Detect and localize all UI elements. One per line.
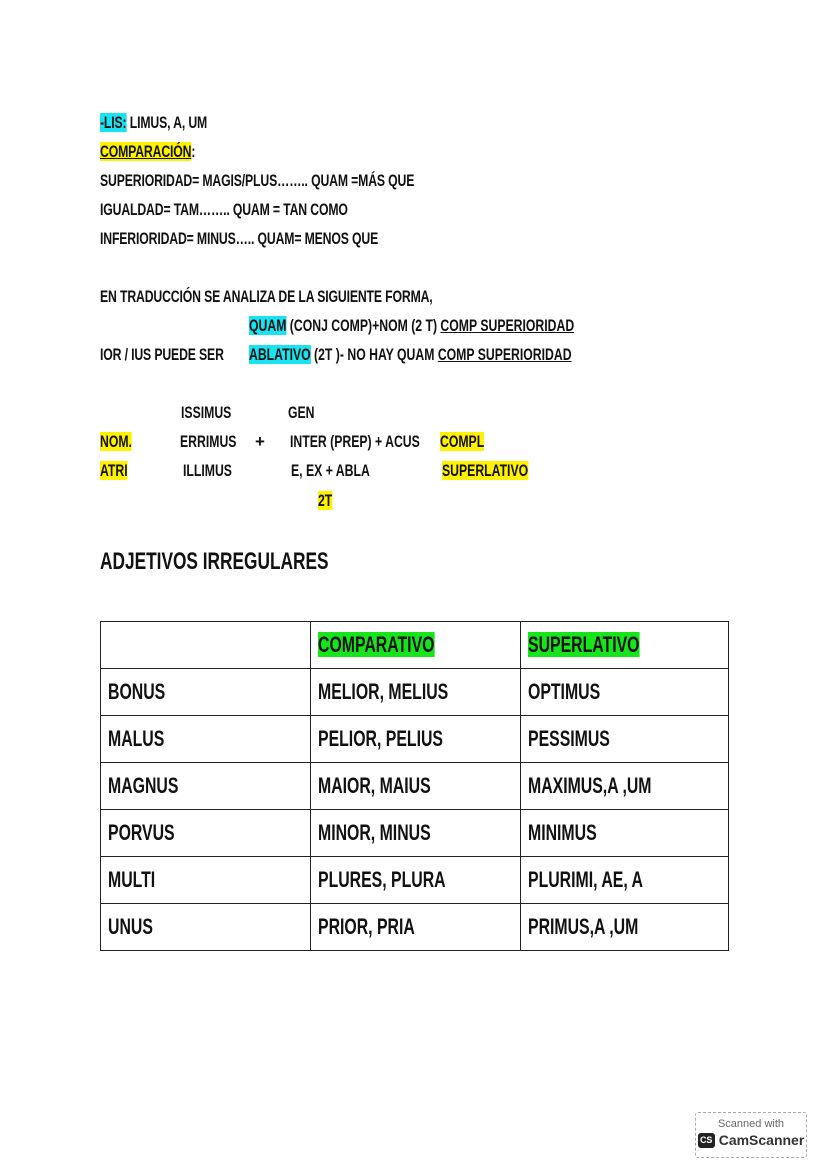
table-cell: OPTIMUS [521, 669, 729, 716]
traduccion-bold: TRADUCCIÓN [119, 287, 201, 306]
illimus: ILLIMUS [183, 461, 232, 480]
comparacion-colon: : [191, 142, 196, 161]
table-row [101, 669, 729, 716]
ablativo-highlight: ABLATIVO [249, 345, 311, 364]
comparacion-line [100, 142, 232, 162]
traduccion-line: EN TRADUCCIÓN SE ANALIZA DE LA SIGUIENTE FORMA, [100, 287, 433, 306]
inter-prep: INTER (PREP) + ACUS [290, 432, 420, 451]
table-cell: PLURIMI, AE, A [521, 857, 729, 904]
table-cell: MALUS [101, 716, 311, 763]
atri-label: ATRI [100, 461, 128, 480]
table-cell: MELIOR, MELIUS [311, 669, 521, 716]
table-cell: UNUS [101, 904, 311, 951]
table-cell: PORVUS [101, 810, 311, 857]
table-cell: MAXIMUS,A ,UM [521, 763, 729, 810]
gen: GEN [288, 403, 315, 422]
table-row [101, 763, 729, 810]
comp-superioridad-2: COMP SUPERIORIDAD [437, 345, 572, 364]
camscanner-logo-icon: CS [698, 1133, 715, 1148]
table-cell: BONUS [101, 669, 311, 716]
table-header-cell: COMPARATIVO [311, 622, 521, 669]
table-row [101, 904, 729, 951]
table-row [101, 716, 729, 763]
ior-ius-label: IOR / IUS PUEDE SER [100, 345, 224, 364]
table-header-cell [101, 622, 311, 669]
two-t-label: 2T [318, 491, 333, 510]
table-cell: MULTI [101, 857, 311, 904]
table-cell: MAGNUS [101, 763, 311, 810]
comparacion-label: COMPARACIÓN [100, 142, 192, 161]
comp-superioridad-1: COMP SUPERIORIDAD [440, 316, 575, 335]
table-header-cell: SUPERLATIVO [521, 622, 729, 669]
table-cell: MAIOR, MAIUS [311, 763, 521, 810]
section-heading: ADJETIVOS IRREGULARES [100, 548, 329, 575]
ablativo-line: ABLATIVO (2T )- NO HAY QUAM COMP SUPERIORIDAD [249, 345, 572, 364]
watermark-line1: Scanned with [717, 1118, 785, 1130]
inferioridad-line: INFERIORIDAD= MINUS….. QUAM= MENOS QUE [100, 229, 379, 248]
table-cell: MINIMUS [521, 810, 729, 857]
igualdad-line: IGUALDAD= TAM…….. QUAM = TAN COMO [100, 200, 348, 219]
table-cell: MINOR, MINUS [311, 810, 521, 857]
plus-sign: + [255, 432, 265, 451]
lis-line [100, 113, 249, 133]
quam-line: QUAM (CONJ COMP)+NOM (2 T) COMP SUPERIORIDAD [249, 316, 575, 335]
watermark-line2-wrap [696, 1132, 806, 1148]
table-header-row [101, 622, 729, 669]
table-cell: PESSIMUS [521, 716, 729, 763]
table-cell: PELIOR, PELIUS [311, 716, 521, 763]
issimus: ISSIMUS [181, 403, 232, 422]
table-cell: PLURES, PLURA [311, 857, 521, 904]
errimus: ERRIMUS [180, 432, 237, 451]
watermark-line2: CamScanner [718, 1132, 805, 1148]
table-cell: PRIMUS,A ,UM [521, 904, 729, 951]
quam-highlight: QUAM [249, 316, 287, 335]
camscanner-watermark [695, 1112, 807, 1158]
table-row [101, 857, 729, 904]
e-ex-abla: E, EX + ABLA [291, 461, 370, 480]
table-cell: PRIOR, PRIA [311, 904, 521, 951]
superlativo-label: SUPERLATIVO [442, 461, 529, 480]
lis-label: -LIS: [100, 113, 127, 132]
superioridad-line: SUPERIORIDAD= MAGIS/PLUS…….. QUAM =MÁS QUE [100, 171, 415, 190]
lis-text: LIMUS, A, UM [126, 113, 208, 132]
table-row [101, 810, 729, 857]
nom-label: NOM. [100, 432, 132, 451]
compl-label: COMPL [440, 432, 485, 451]
irregular-adjectives-table [100, 621, 729, 951]
